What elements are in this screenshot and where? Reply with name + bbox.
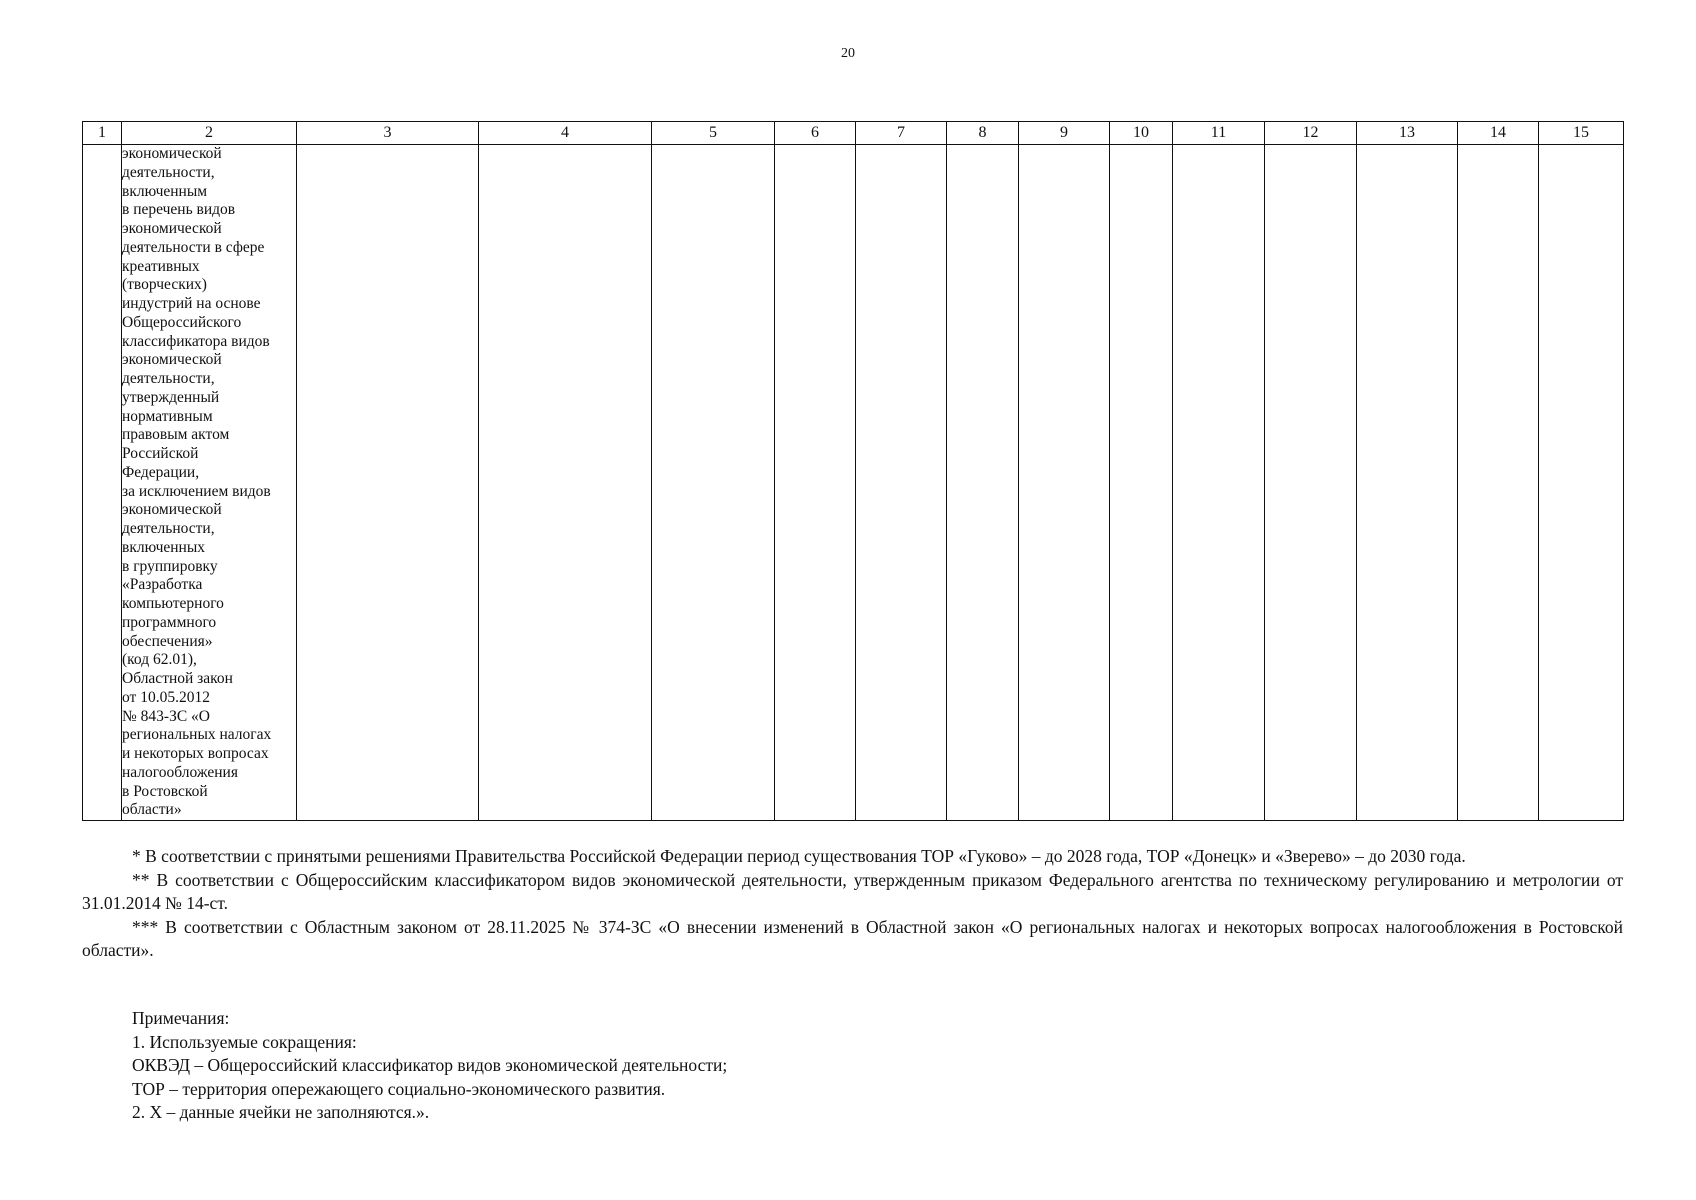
column-header-8: 8	[947, 122, 1019, 145]
data-table	[82, 121, 1624, 821]
notes-section	[132, 1007, 1532, 1125]
description-line: в группировку	[122, 557, 218, 575]
column-header-1: 1	[83, 122, 122, 145]
description-line: экономической	[122, 145, 222, 162]
column-header-2: 2	[122, 122, 297, 145]
cell-col-11	[1173, 145, 1265, 821]
description-line: экономической	[122, 351, 222, 369]
notes-line-3: ТОР – территория опережающего социально-экономического развития.	[132, 1078, 666, 1099]
description-line: индустрий на основе	[122, 295, 261, 312]
description-line: компьютерного	[122, 595, 224, 612]
description-line: области»	[122, 801, 182, 819]
cell-col-5	[652, 145, 775, 821]
description-line: нормативным	[122, 407, 213, 425]
column-header-6: 6	[775, 122, 856, 145]
cell-col-3	[297, 145, 479, 821]
description-line: утвержденный	[122, 388, 220, 406]
description-line: деятельности,	[122, 370, 215, 387]
description-line: правовым актом	[122, 426, 230, 444]
footnotes	[82, 845, 1623, 963]
column-header-14: 14	[1458, 122, 1539, 145]
description-line: деятельности в сфере	[122, 238, 265, 256]
column-header-10: 10	[1110, 122, 1173, 145]
description-line: креативных	[122, 257, 200, 275]
description-line: налогообложения	[122, 763, 238, 781]
footnote-2: ** В соответствии с Общероссийским классификатором видов экономической деятельности, утвержденным приказом Федерального агентства по техническому регулированию и метрологии от 31.01.2014 № 14-ст.	[82, 869, 1623, 913]
description-line: классификатора видов	[122, 332, 270, 350]
cell-col-2-description	[122, 145, 297, 821]
cell-col-13	[1357, 145, 1458, 821]
cell-col-8	[947, 145, 1019, 821]
footnote-3: *** В соответствии с Областным законом от 28.11.2025 № 374-ЗС «О внесении изменений в Областной закон «О региональных налогах и некоторых вопросах налогообложения в Ростовской области».	[82, 916, 1623, 960]
description-line: в перечень видов	[122, 201, 236, 219]
description-line: деятельности,	[122, 163, 215, 181]
column-header-7: 7	[856, 122, 947, 145]
column-header-11: 11	[1173, 122, 1265, 145]
description-line: программного	[122, 613, 217, 631]
description-line: Областной закон	[122, 670, 233, 687]
description-line: «Разработка	[122, 576, 203, 594]
cell-col-6	[775, 145, 856, 821]
notes-title: Примечания:	[132, 1008, 230, 1028]
description-line: Общероссийского	[122, 313, 242, 331]
description-line: включенных	[122, 538, 206, 556]
description-line: в Ростовской	[122, 782, 208, 800]
column-header-12: 12	[1265, 122, 1357, 145]
notes-line-1: 1. Используемые сокращения:	[132, 1031, 357, 1052]
description-line: обеспечения»	[122, 632, 213, 650]
description-line: Федерации,	[122, 463, 200, 481]
column-header-15: 15	[1539, 122, 1624, 145]
description-line: региональных налогах	[122, 726, 272, 744]
table-header-row	[83, 122, 1624, 145]
description-line: за исключением видов	[122, 482, 271, 500]
cell-col-7	[856, 145, 947, 821]
description-line: (творческих)	[122, 276, 207, 294]
cell-col-9	[1019, 145, 1110, 821]
column-header-3: 3	[297, 122, 479, 145]
cell-col-15	[1539, 145, 1624, 821]
description-line: включенным	[122, 182, 208, 200]
cell-col-12	[1265, 145, 1357, 821]
description-line: экономической	[122, 501, 222, 519]
description-line: экономической	[122, 220, 222, 237]
table-row	[83, 145, 1624, 821]
description-line: Российской	[122, 445, 199, 462]
description-line: деятельности,	[122, 520, 215, 537]
cell-col-14	[1458, 145, 1539, 821]
page-number: 20	[841, 46, 855, 61]
description-line: (код 62.01),	[122, 651, 197, 669]
column-header-5: 5	[652, 122, 775, 145]
description-line: и некоторых вопросах	[122, 745, 269, 762]
cell-col-1	[83, 145, 122, 821]
cell-col-10	[1110, 145, 1173, 821]
description-line: от 10.05.2012	[122, 688, 210, 706]
column-header-13: 13	[1357, 122, 1458, 145]
column-header-4: 4	[479, 122, 652, 145]
footnote-1: * В соответствии с принятыми решениями Правительства Российской Федерации период существования ТОР «Гуково» – до 2028 года, ТОР «Донецк» и «Зверево» – до 2030 года.	[132, 846, 1466, 866]
cell-col-4	[479, 145, 652, 821]
column-header-9: 9	[1019, 122, 1110, 145]
notes-line-2: ОКВЭД – Общероссийский классификатор видов экономической деятельности;	[132, 1055, 728, 1075]
notes-line-4: 2. Х – данные ячейки не заполняются.».	[132, 1102, 430, 1122]
description-line: № 843-ЗС «О	[122, 707, 210, 725]
